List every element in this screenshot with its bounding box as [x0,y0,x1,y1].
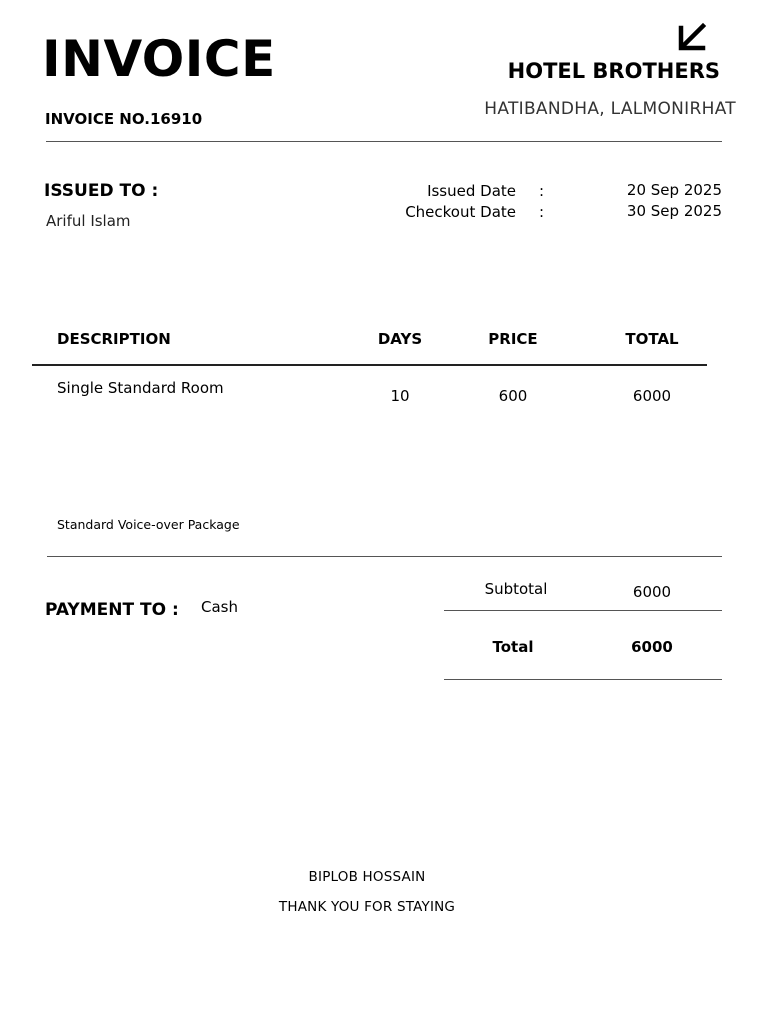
subtotal-divider [444,610,722,611]
row-total: 6000 [632,387,672,405]
subtotal-label: Subtotal [484,580,548,598]
total-label: Total [492,638,534,656]
table-bottom-divider [47,556,722,557]
thank-you-message: THANK YOU FOR STAYING [278,899,456,915]
arrow-down-left-icon [677,22,709,52]
payment-to-label: PAYMENT TO : [45,600,179,620]
row-days: 10 [390,387,410,405]
column-header-total: TOTAL [625,330,679,348]
row-description: Single Standard Room [57,379,224,397]
customer-name: Ariful Islam [46,212,131,230]
issued-date-value: 20 Sep 2025 [626,181,722,199]
table-header-divider [32,364,707,366]
hotel-name: HOTEL BROTHERS [507,59,720,83]
subtotal-value: 6000 [632,583,672,601]
issued-to-label: ISSUED TO : [44,181,159,201]
column-header-price: PRICE [488,330,538,348]
invoice-title: INVOICE [42,30,276,88]
invoice-number: INVOICE NO.16910 [45,110,203,128]
checkout-date-label: Checkout Date [405,203,516,221]
row-price: 600 [498,387,528,405]
total-divider [444,679,722,680]
package-note: Standard Voice-over Package [57,517,240,532]
column-header-days: DAYS [377,330,423,348]
header-divider [46,141,722,142]
hotel-address: HATIBANDHA, LALMONIRHAT [484,99,736,119]
issued-date-separator: : [539,182,545,200]
checkout-date-value: 30 Sep 2025 [626,202,722,220]
payment-method: Cash [201,598,238,616]
total-value: 6000 [631,638,673,656]
column-header-description: DESCRIPTION [57,330,171,348]
checkout-date-separator: : [539,203,545,221]
signer-name: BIPLOB HOSSAIN [308,869,426,885]
issued-date-label: Issued Date [427,182,516,200]
